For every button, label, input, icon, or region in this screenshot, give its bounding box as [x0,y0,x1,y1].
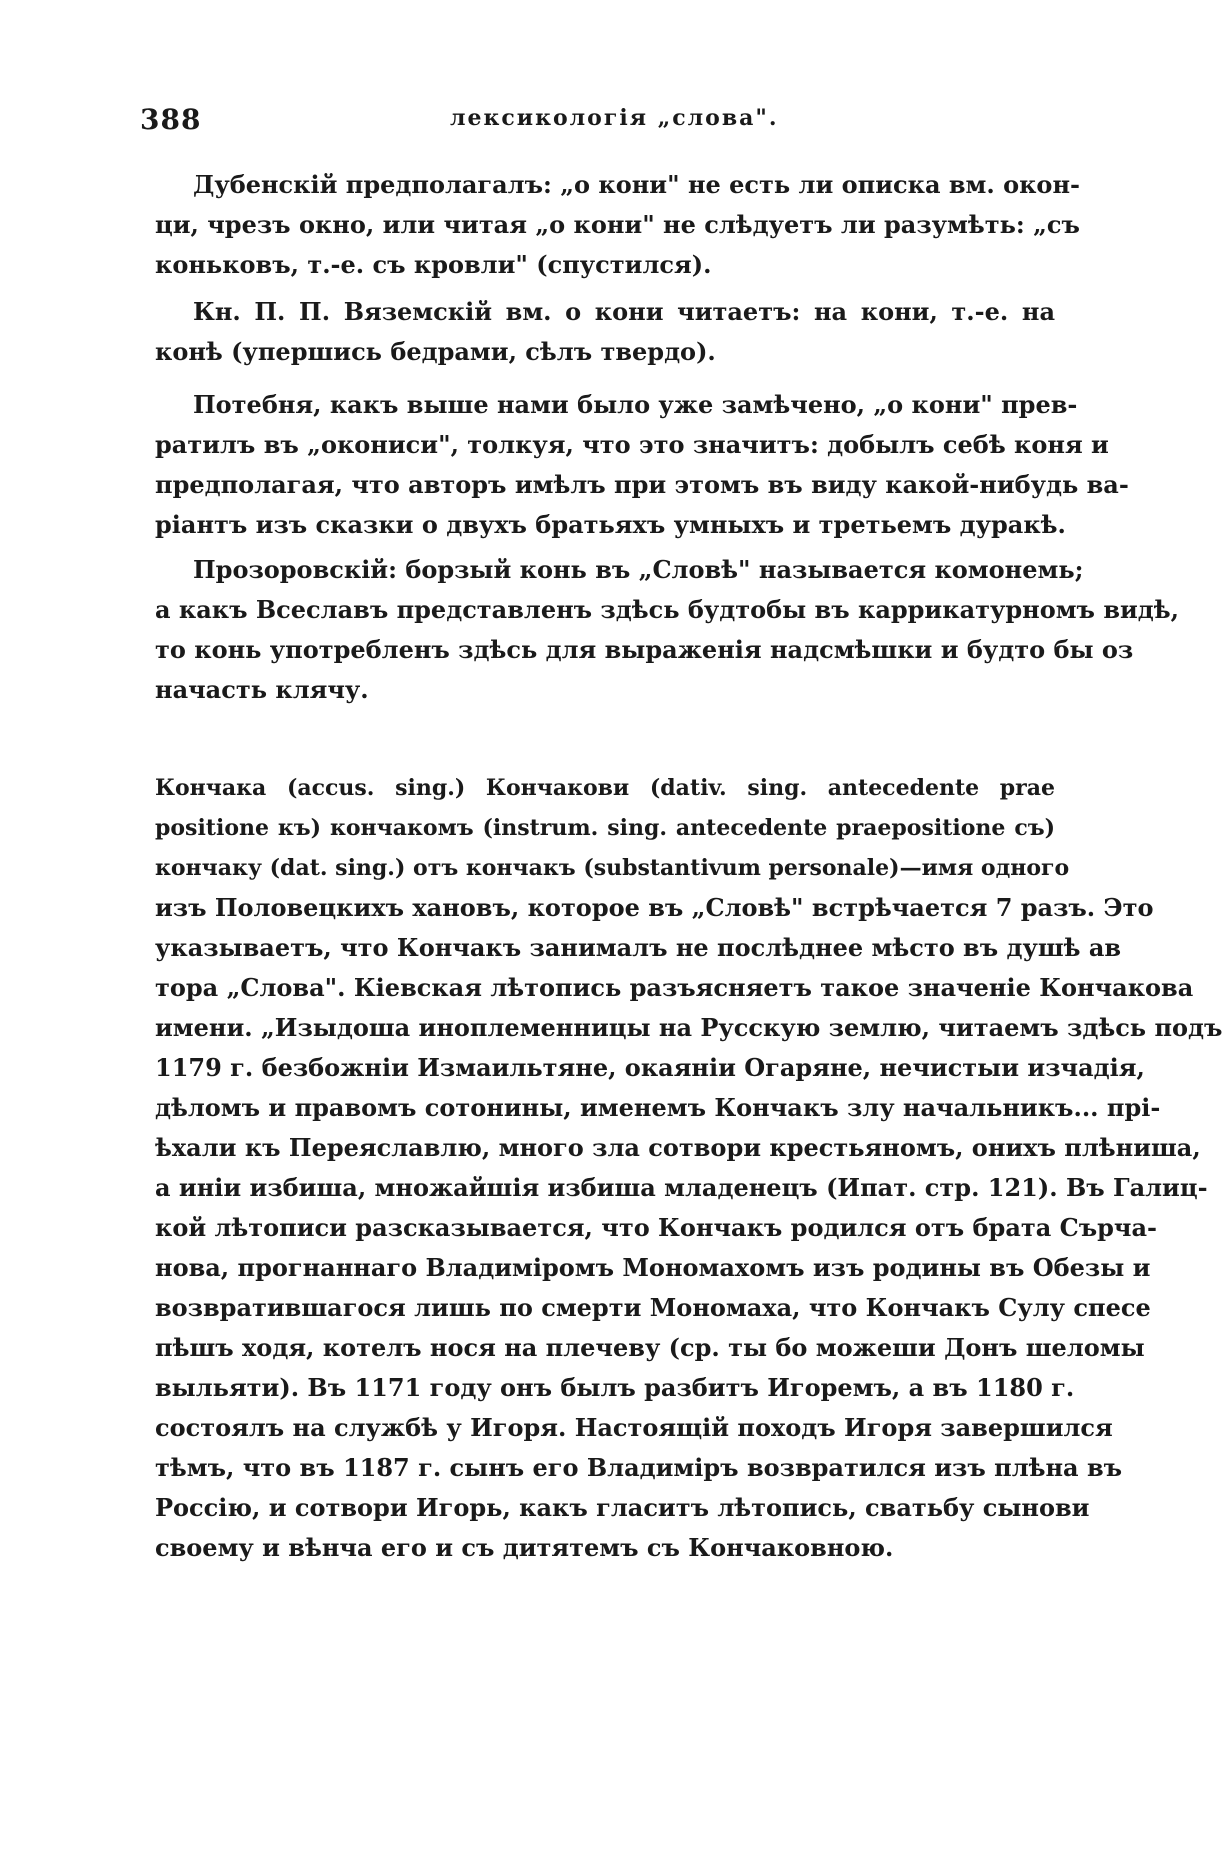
page-header [140,103,1000,143]
text-line: ѣхали къ Переяславлю, много зла сотвори крестьяномъ, онихъ плѣниша, [155,1133,1201,1162]
text-line: выльяти). Въ 1171 году онъ былъ разбитъ Игоремъ, а въ 1180 г. [155,1373,1075,1402]
text-line: кой лѣтописи разсказывается, что Кончакъ родился отъ брата Сърча- [155,1213,1158,1242]
text-line: пѣшъ ходя, котелъ нося на плечеву (ср. ты бо можеши Донъ шеломы [155,1333,1145,1362]
text-line: конѣ (упершись бедрами, сѣлъ твердо). [155,337,716,366]
text-line: кончаку (dat. sing.) отъ кончакъ (substantivum personale)—имя одного [155,855,1070,881]
text-line: состоялъ на службѣ у Игоря. Настоящій походъ Игоря завершился [155,1413,1113,1442]
text-line: Кн. П. П. Вяземскій вм. о кони читаетъ: на кони, т.-е. на [193,297,1055,326]
text-line: тѣмъ, что въ 1187 г. сынъ его Владиміръ возвратился изъ плѣна въ [155,1453,1123,1482]
paragraph-potebnya [155,385,1129,545]
text-line: Прозоровскій: борзый конь въ „Словѣ" называется комонемь; [193,555,1084,584]
text-line: своему и вѣнча его и съ дитятемъ съ Кончаковною. [155,1533,894,1562]
text-line: ци, чрезъ окно, или читая „о кони" не слѣдуетъ ли разумѣть: „съ [155,210,1080,239]
running-title: лексикологія „слова". [450,105,779,131]
text-line: ратилъ въ „окониси", толкуя, что это значитъ: добылъ себѣ коня и [155,430,1109,459]
text-line: тора „Слова". Кіевская лѣтопись разъясняетъ такое значеніе Кончакова [155,973,1194,1002]
text-line: предполагая, что авторъ имѣлъ при этомъ въ виду какой-нибудь ва- [155,470,1129,499]
text-line: изъ Половецкихъ хановъ, которое въ „Словѣ" встрѣчается 7 разъ. Это [155,893,1154,922]
text-line: ріантъ изъ сказки о двухъ братьяхъ умныхъ и третьемъ дуракѣ. [155,510,1066,539]
text-line: Дубенскій предполагалъ: „о кони" не есть ли описка вм. окон- [193,170,1080,199]
text-line: коньковъ, т.-е. съ кровли" (спустился). [155,250,712,279]
text-line: Россію, и сотвори Игорь, какъ гласитъ лѣтопись, сватьбу сынови [155,1493,1090,1522]
text-line: нова, прогнаннаго Владиміромъ Мономахомъ изъ родины въ Обезы и [155,1253,1151,1282]
text-line: Кончака (accus. sing.) Кончакови (dativ. sing. antecedente prae [155,775,1055,801]
text-line: positione къ) кончакомъ (instrum. sing. antecedente praepositione съ) [155,815,1055,841]
paragraph-vyazemsky [155,292,1055,372]
text-line: а иніи избиша, множайшія избиша младенецъ (Ипат. стр. 121). Въ Галиц- [155,1173,1208,1202]
text-line: 1179 г. безбожніи Измаильтяне, окаяніи Огаряне, нечистыи изчадія, [155,1053,1145,1082]
text-line: начасть клячу. [155,675,369,704]
page-number: 388 [140,103,202,136]
entry-konchak [155,768,1222,1568]
paragraph-prozorovsky [155,550,1180,710]
text-line: то конь употребленъ здѣсь для выраженія надсмѣшки и будто бы оз [155,635,1134,664]
text-line: а какъ Всеславъ представленъ здѣсь будтобы въ каррикатурномъ видѣ, [155,595,1180,624]
text-line: возвратившагося лишь по смерти Мономаха, что Кончакъ Сулу спесе [155,1293,1151,1322]
text-line: Потебня, какъ выше нами было уже замѣчено, „о кони" прев- [193,390,1078,419]
paragraph-dubensky [155,165,1080,285]
text-line: дѣломъ и правомъ сотонины, именемъ Кончакъ злу начальникъ... прі- [155,1093,1161,1122]
text-line: имени. „Изыдоша иноплеменницы на Русскую землю, читаемъ здѣсь подъ [155,1013,1222,1042]
text-line: указываетъ, что Кончакъ занималъ не послѣднее мѣсто въ душѣ ав [155,933,1122,962]
